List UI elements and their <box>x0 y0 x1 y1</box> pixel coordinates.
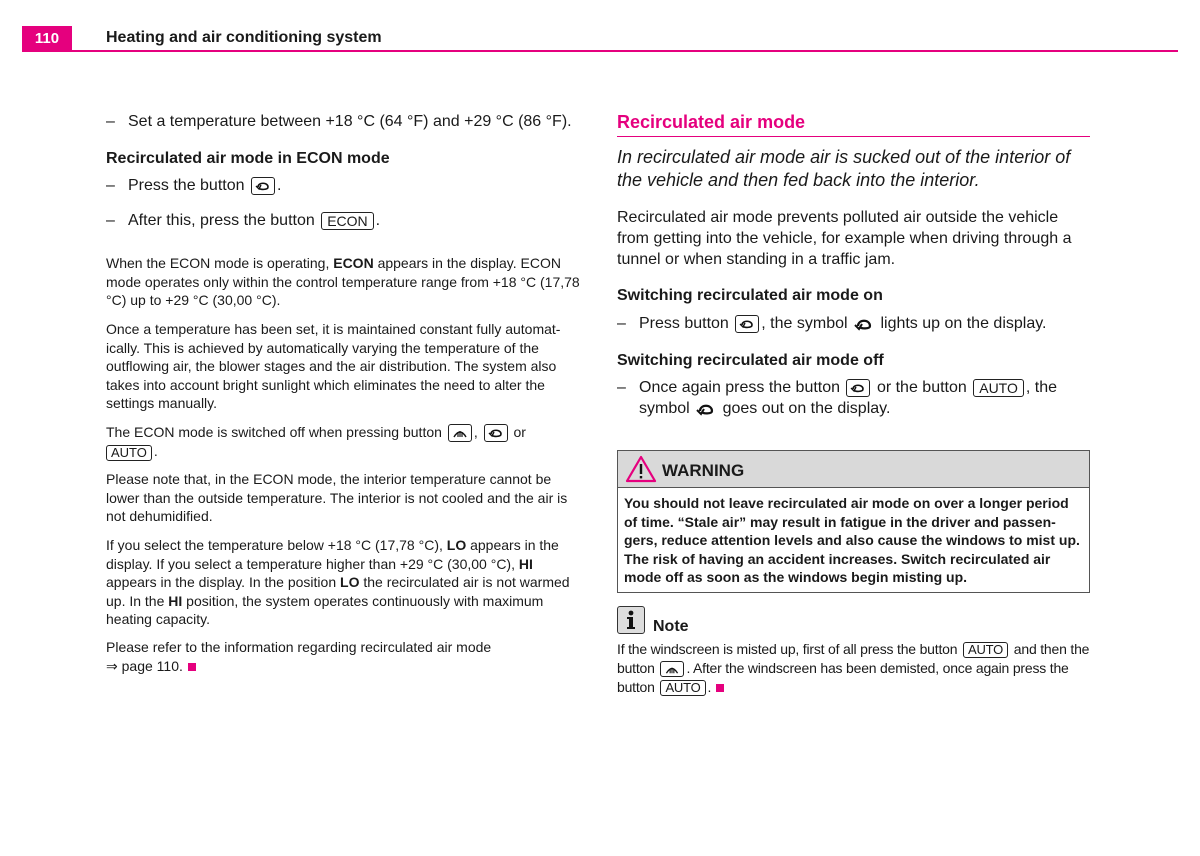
switch-on-heading: Switching recirculated air mode on <box>617 287 883 304</box>
section-end-marker-icon <box>716 684 724 692</box>
econ-para-5: If you select the temperature below +18 °C (17,78 °C), LO appears in the display. If you select a temperature higher than +29 °C (30,00 °C), HI appears in the display. In the position LO the recirculated air is not warmed up. In the HI position, the system operates continuously with maximum heating capacity. <box>106 537 570 628</box>
note-title: Note <box>653 618 689 635</box>
recirculation-button-icon <box>735 315 759 333</box>
auto-button-label: AUTO <box>963 642 1008 658</box>
recirculation-button-icon <box>846 379 870 397</box>
temperature-step: – Set a temperature between +18 °C (64 °F) and +29 °C (86 °F). <box>106 113 572 130</box>
note-text: If the windscreen is misted up, first of all press the button AUTO and then the button . After the windscreen has been demisted, once again press the button AUTO . <box>617 641 1090 696</box>
econ-para-3: The ECON mode is switched off when pressing button , or AUTO . <box>106 424 526 460</box>
auto-button-label: AUTO <box>973 379 1024 397</box>
section-para: Recirculated air mode prevents polluted air outside the vehicle from getting into the vehicle, for example when driving through a tunnel or when standing in a traffic jam. <box>617 209 1072 268</box>
page-number: 110 <box>22 26 72 50</box>
recirculation-button-icon <box>251 177 275 195</box>
econ-para-6: Please refer to the information regarding recirculated air mode ⇒ page 110. <box>106 639 492 674</box>
econ-heading: Recirculated air mode in ECON mode <box>106 150 390 167</box>
econ-step-2: – After this, press the button ECON . <box>106 212 381 229</box>
section-title: Recirculated air mode <box>617 112 1090 137</box>
switch-off-step: – Once again press the button or the button AUTO , the symbol goes out on the display. <box>617 379 1058 417</box>
econ-para-2: Once a temperature has been set, it is maintained constant fully automat-ically. This is achieved by automatically varying the temperature of the outflowing air, the blower stages and the air distribution. The system also takes into account bright sunlight which eliminates the need to alter the settings manually. <box>106 321 561 412</box>
warning-text: You should not leave recirculated air mode on over a longer period of time. “Stale air” may result in fatigue in the driver and passen-gers, reduce attention levels and also cause the windows to mist up. The risk of having an accident increases. Switch recirculated air mode off as soon as the windows begin misting up. <box>624 495 1080 586</box>
warning-header <box>618 451 1089 488</box>
page-reference-link[interactable]: ⇒ page 110. <box>106 657 183 674</box>
econ-step-1: – Press the button . <box>106 177 282 194</box>
econ-button-label: ECON <box>321 212 373 230</box>
section-end-marker-icon <box>188 663 196 671</box>
section-intro: In recirculated air mode air is sucked out of the interior of the vehicle and then fed back into the interior. <box>617 147 1071 190</box>
econ-para-4: Please note that, in the ECON mode, the interior temperature cannot be lower than the outside temperature. The interior is not cooled and the air is not dehumidified. <box>106 471 568 525</box>
defrost-button-icon <box>448 424 472 442</box>
switch-on-step: – Press button , the symbol lights up on the display. <box>617 315 1047 332</box>
auto-button-label: AUTO <box>660 680 705 696</box>
recirculation-symbol-icon <box>854 317 874 331</box>
auto-button-label: AUTO <box>106 445 152 461</box>
warning-triangle-icon <box>625 455 657 483</box>
warning-title: WARNING <box>662 461 745 480</box>
page-header <box>22 26 1178 52</box>
defrost-button-icon <box>660 661 684 677</box>
econ-para-1: When the ECON mode is operating, ECON appears in the display. ECON mode operates only within the control temperature range from +18 °C (17,78 °C) up to +29 °C (30,00 °C). <box>106 255 580 309</box>
recirculation-symbol-icon <box>696 402 716 416</box>
header-title: Heating and air conditioning system <box>106 29 382 46</box>
switch-off-heading: Switching recirculated air mode off <box>617 352 884 369</box>
recirculation-button-icon <box>484 424 508 442</box>
info-note-icon <box>617 606 645 634</box>
warning-box <box>617 450 1090 593</box>
